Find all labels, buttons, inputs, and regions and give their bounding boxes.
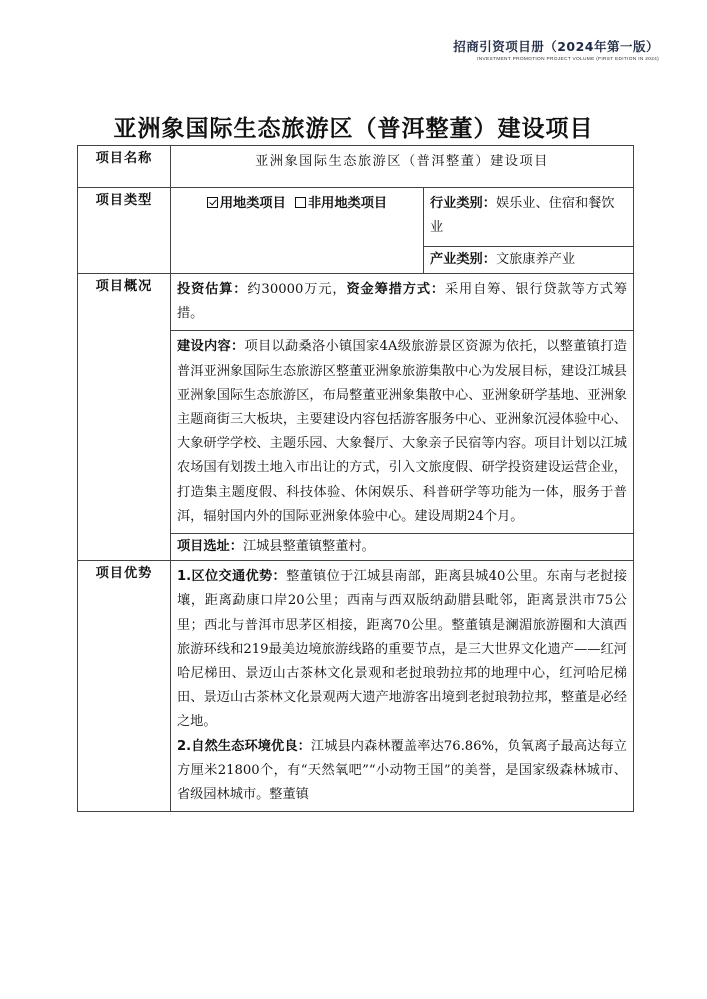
industry-cell — [424, 188, 634, 247]
advantage-2-text: 江城县内森林覆盖率达76.86%，负氧离子最高达每立方厘米21800个，有“天然氧吧”“小动物王国”的美誉，是国家级森林城市、省级园林城市。整董镇 — [177, 738, 627, 803]
sector-label: 产业类别： — [430, 252, 496, 267]
sector-cell — [424, 247, 634, 274]
option-nonland-label: 非用地类项目 — [308, 196, 388, 211]
content-label: 建设内容： — [177, 339, 245, 355]
project-name-value: 亚洲象国际生态旅游区（普洱整董）建设项目 — [171, 146, 634, 188]
project-info-table — [77, 145, 634, 812]
project-type-options — [171, 188, 424, 274]
page-title: 亚洲象国际生态旅游区（普洱整董）建设项目 — [113, 116, 594, 142]
site-label: 项目选址： — [177, 539, 243, 555]
row-project-type — [78, 188, 634, 247]
funding-value: 采用自筹、银行贷款等方式筹措。 — [177, 282, 628, 322]
document-header — [453, 37, 659, 62]
checkbox-unchecked-icon[interactable] — [295, 197, 306, 208]
label-overview: 项目概况 — [78, 274, 171, 561]
content-value: 项目以勐桑洛小镇国家4A级旅游景区资源为依托，以整董镇打造普洱亚洲象国际生态旅游区整董亚洲象旅游集散中心为发展目标，建设江城县亚洲象国际生态旅游区，布局整董亚洲象集散中心、亚洲象研学基地、亚洲象主题商街三大板块，主要建设内容包括游客服务中心、亚洲象沉浸体验中心、大象研学学校、主题乐园、大象餐厅、大象亲子民宿等内容。项目计划以江城农场国有划拨土地入市出让的方式，引入文旅度假、研学投资建设运营企业，打造集主题度假、科技体验、休闲娱乐、科普研学等功能为一体，服务于普洱，辐射国内外的国际亚洲象体验中心。建设周期24个月。 — [177, 339, 627, 524]
advantage-2-title: 2.自然生态环境优良： — [177, 738, 311, 754]
advantage-1-title: 1.区位交通优势： — [177, 569, 287, 585]
label-project-name: 项目名称 — [78, 146, 171, 188]
investment-cell — [171, 274, 634, 331]
industry-value: 娱乐业、住宿和餐饮业 — [430, 196, 615, 236]
row-advantages — [78, 561, 634, 812]
industry-label: 行业类别： — [430, 196, 496, 211]
label-project-type: 项目类型 — [78, 188, 171, 274]
site-value: 江城县整董镇整董村。 — [242, 539, 375, 555]
advantage-1-text: 整董镇位于江城县南部，距离县城40公里。东南与老挝接壤，距离勐康口岸20公里；西南与西双版纳勐腊县毗邻，距离景洪市75公里；西北与普洱市思茅区相接，距离70公里。整董镇是澜湄旅游圈和大滇西旅游环线和219最美边境旅游线路的重要节点，是三大世界文化遗产——红河哈尼梯田、景迈山古茶林文化景观和老挝琅勃拉邦的地理中心，红河哈尼梯田、景迈山古茶林文化景观两大遗产地游客出境到老挝琅勃拉邦，整董是必经之地。 — [177, 569, 628, 730]
brand-title: 招商引资项目册（2024年第一版） — [453, 39, 659, 54]
brand-subtitle: INVESTMENT PROMOTION PROJECT VOLUME (FIRST EDITION IN 2024) — [477, 57, 659, 62]
label-advantages: 项目优势 — [78, 561, 171, 812]
sector-value: 文旅康养产业 — [495, 252, 576, 267]
content-cell — [171, 331, 634, 534]
investment-value: 约30000万元， — [247, 282, 347, 297]
row-project-name — [78, 146, 634, 188]
funding-label: 资金筹措方式： — [346, 282, 445, 297]
site-cell — [171, 534, 634, 561]
advantages-cell — [171, 561, 634, 812]
row-overview-investment — [78, 274, 634, 331]
investment-label: 投资估算： — [177, 282, 248, 297]
option-land-label: 用地类项目 — [219, 196, 286, 211]
checkbox-checked-icon[interactable] — [207, 197, 218, 208]
